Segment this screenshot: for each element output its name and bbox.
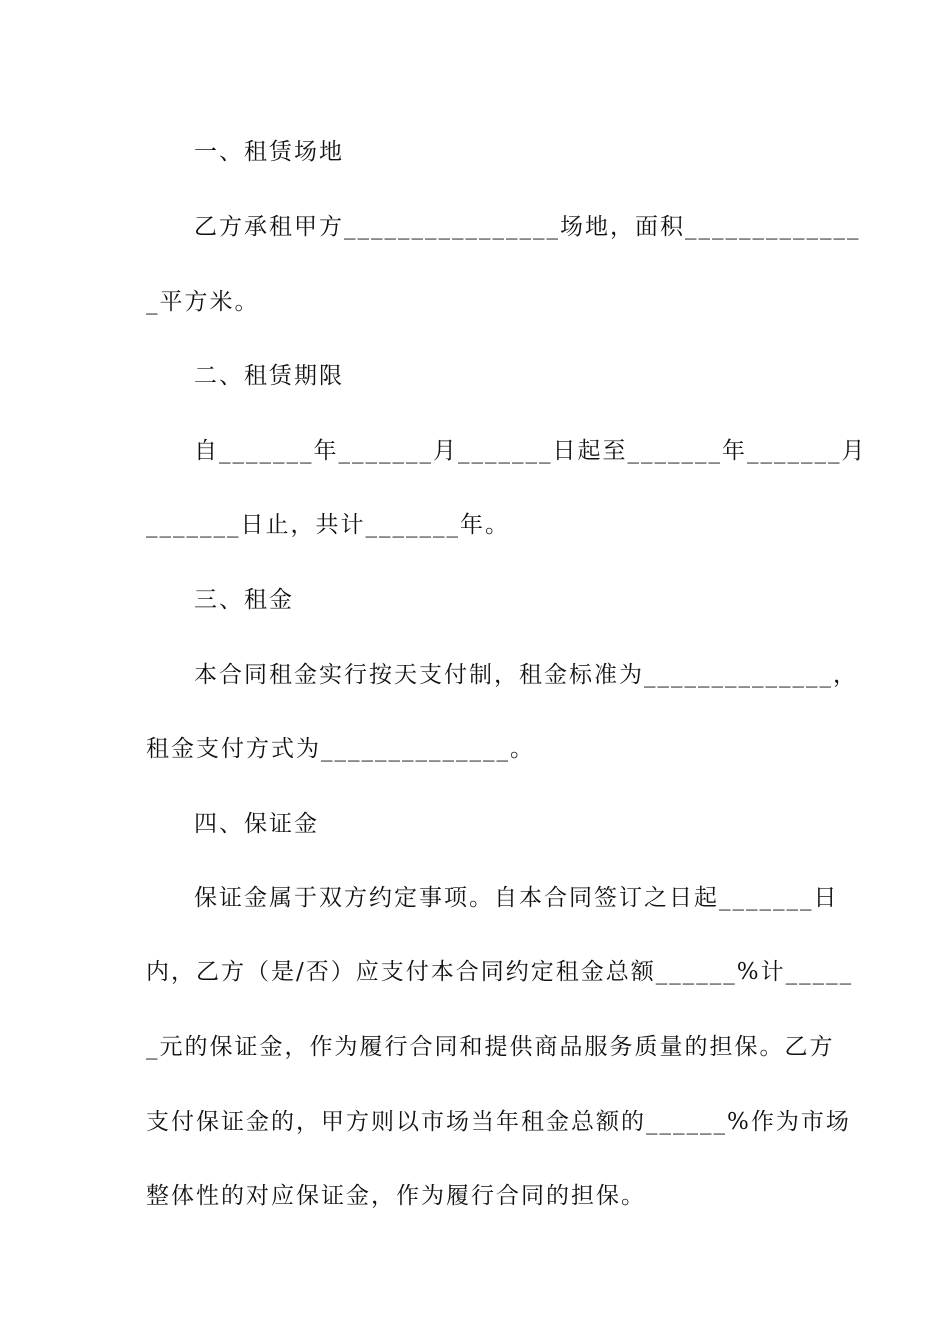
paragraph-line: _元的保证金，作为履行合同和提供商品服务质量的担保。乙方 bbox=[146, 1034, 835, 1060]
section-heading-3: 三、租金 bbox=[194, 587, 294, 613]
paragraph-line: 乙方承租甲方________________场地，面积_____________ bbox=[194, 214, 861, 240]
paragraph-line: 租金支付方式为______________。 bbox=[146, 736, 535, 762]
paragraph-line: 整体性的对应保证金，作为履行合同的担保。 bbox=[146, 1183, 646, 1209]
paragraph-line: 支付保证金的，甲方则以市场当年租金总额的______%作为市场 bbox=[146, 1109, 851, 1135]
paragraph-line: _______日止，共计_______年。 bbox=[146, 512, 510, 538]
paragraph-line: _平方米。 bbox=[146, 289, 260, 315]
section-heading-2: 二、租赁期限 bbox=[194, 363, 344, 389]
section-heading-4: 四、保证金 bbox=[194, 811, 319, 837]
paragraph-line: 本合同租金实行按天支付制，租金标准为______________， bbox=[194, 662, 858, 688]
section-heading-1: 一、租赁场地 bbox=[194, 139, 344, 165]
paragraph-line: 自_______年_______月_______日起至_______年_______月 bbox=[194, 438, 867, 464]
paragraph-line: 内，乙方（是/否）应支付本合同约定租金总额______%计_____ bbox=[146, 959, 854, 985]
paragraph-line: 保证金属于双方约定事项。自本合同签订之日起_______日 bbox=[194, 885, 839, 911]
